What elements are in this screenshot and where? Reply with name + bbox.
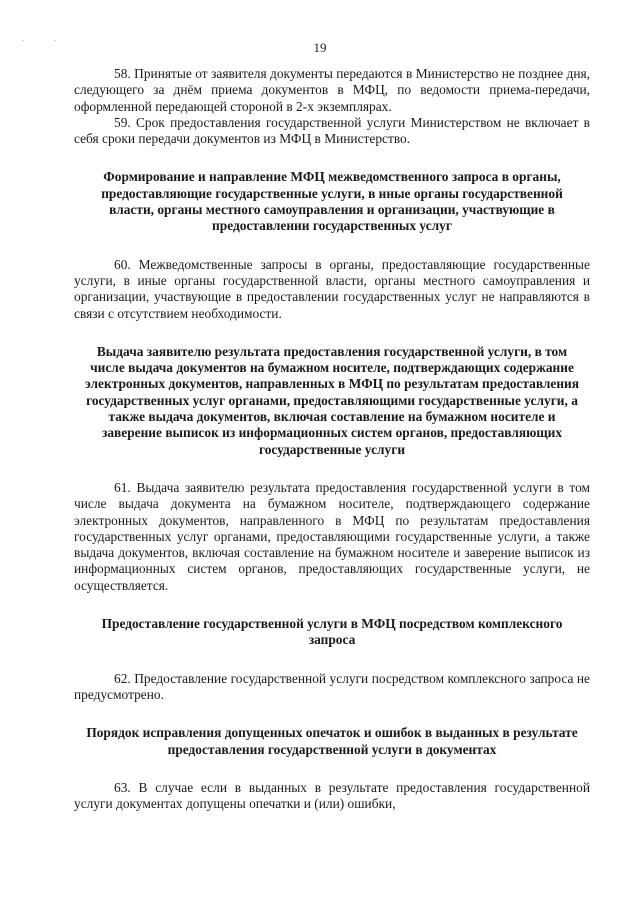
page-number: 19 bbox=[313, 40, 327, 55]
section-heading-complex-request: Предоставление государственной услуги в МФЦ посредством комплексного запроса bbox=[101, 616, 563, 648]
paragraph-61: 61. Выдача заявителю результата предоставления государственной услуги в том числе выдача документа на бумажном носителе, подтверждающего содержание электронных документов, направленного в МФЦ по результатам предоставления государственных услуг органами, предоставляющими государственные услуги, а также выдача документов, включая составление на бумажном носителе и заверение выписок из информационных систем органов, предоставляющих государственные услуги, не осуществляется. bbox=[74, 479, 590, 593]
corner-marks: . . bbox=[22, 34, 70, 43]
paragraph-60: 60. Межведомственные запросы в органы, предоставляющие государственные услуги, в иные органы государственной власти, органы местного самоуправления и организации, участвующие в предоставлении государственных услуг не направляются в связи с отсутствием необходимости. bbox=[74, 256, 590, 321]
section-heading-error-correction: Порядок исправления допущенных опечаток и ошибок в выданных в результате предоставления государственной услуги в документах bbox=[86, 725, 578, 757]
document-body bbox=[74, 66, 590, 812]
paragraph-58: 58. Принятые от заявителя документы передаются в Министерство не позднее дня, следующего за днём приема документов в МФЦ, по ведомости приема-передачи, оформленной передающей стороной в 2-х экземплярах. bbox=[74, 66, 590, 114]
paragraph-62: 62. Предоставление государственной услуги посредством комплексного запроса не предусмотрено. bbox=[74, 670, 590, 702]
section-heading-result-issuance: Выдача заявителю результата предоставления государственной услуги, в том числе выдача документов на бумажном носителе, подтверждающих содержание электронных документов, направленных в МФЦ по результатам предоставления государственных услуг органами, предоставляющими государственные услуги, а также выдача документов, включая составление на бумажном носителе и заверение выписок из информационных систем органов, предоставляющих государственные услуги bbox=[85, 343, 579, 457]
section-heading-interagency-requests: Формирование и направление МФЦ межведомственного запроса в органы, предоставляющие государственные услуги, в иные органы государственной власти, органы местного самоуправления и организации, участвующие в предоставлении государственных услуг bbox=[101, 169, 563, 234]
paragraph-63: 63. В случае если в выданных в результате предоставления государственной услуги документах допущены опечатки и (или) ошибки, bbox=[74, 779, 590, 812]
paragraph-59: 59. Срок предоставления государственной услуги Министерством не включает в себя сроки передачи документов из МФЦ в Министерство. bbox=[74, 114, 590, 147]
